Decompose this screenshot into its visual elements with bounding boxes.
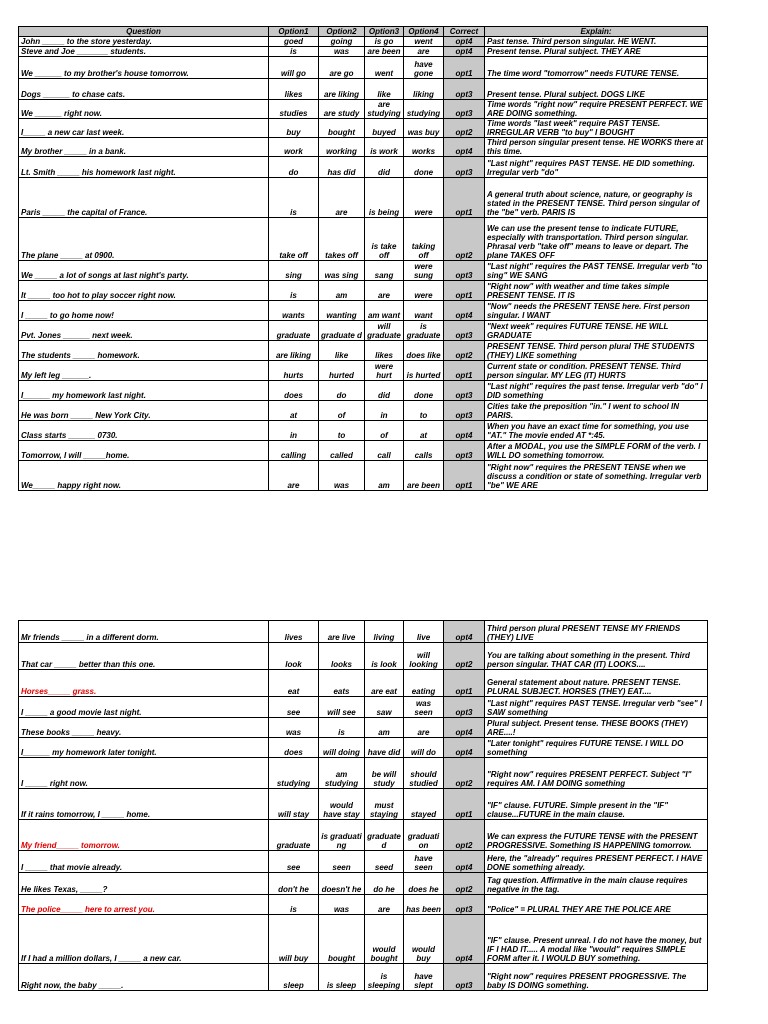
table-row <box>19 381 708 401</box>
option3-cell: saw <box>365 697 404 718</box>
option4-cell: are <box>404 718 444 738</box>
correct-cell: opt2 <box>444 758 485 789</box>
option1-cell: look <box>269 643 319 670</box>
option3-cell: buyed <box>365 119 404 138</box>
option1-cell: see <box>269 851 319 873</box>
question-cell: My left leg ______. <box>19 361 269 381</box>
explain-cell: We can use the present tense to indicate FUTURE, especially with transportation. Third person singular. Phrasal verb "take off" means to leave or depart. The plane TAKES OFF <box>485 218 708 261</box>
correct-cell: opt3 <box>444 157 485 178</box>
explain-cell: Time words "last week" require PAST TENSE. IRREGULAR VERB "to buy" I BOUGHT <box>485 119 708 138</box>
option1-cell: sing <box>269 261 319 281</box>
explain-cell: Current state or condition. PRESENT TENSE. Third person singular. MY LEG (IT) HURTS <box>485 361 708 381</box>
option3-cell: am <box>365 461 404 491</box>
correct-cell: opt3 <box>444 895 485 915</box>
explain-cell: "Last night" requires the PAST TENSE. Irregular verb "to sing" WE SANG <box>485 261 708 281</box>
option2-cell: to <box>319 421 365 441</box>
correct-cell: opt3 <box>444 381 485 401</box>
option4-cell: taking off <box>404 218 444 261</box>
option1-cell: was <box>269 718 319 738</box>
option2-cell: like <box>319 341 365 361</box>
option2-cell: hurted <box>319 361 365 381</box>
option2-cell: is <box>319 718 365 738</box>
correct-cell: opt1 <box>444 178 485 218</box>
table-row <box>19 621 708 643</box>
option3-cell: graduate d <box>365 820 404 851</box>
option4-cell: was seen <box>404 697 444 718</box>
option2-cell: are study <box>319 100 365 119</box>
question-cell: Steve and Joe _______ students. <box>19 47 269 57</box>
option1-cell: calling <box>269 441 319 461</box>
table-row <box>19 301 708 321</box>
option4-cell: done <box>404 157 444 178</box>
option2-cell: has did <box>319 157 365 178</box>
option1-cell: goed <box>269 37 319 47</box>
option1-cell: studying <box>269 758 319 789</box>
correct-cell: opt4 <box>444 718 485 738</box>
question-cell: If it rains tomorrow, I _____ home. <box>19 789 269 820</box>
correct-cell: opt3 <box>444 321 485 341</box>
option3-cell: call <box>365 441 404 461</box>
question-cell: He was born _____ New York City. <box>19 401 269 421</box>
table-row <box>19 138 708 157</box>
table-row <box>19 401 708 421</box>
correct-cell: opt3 <box>444 697 485 718</box>
option1-cell: is <box>269 281 319 301</box>
explain-cell: "IF" clause. Present unreal. I do not have the money, but IF I HAD IT..... A modal like "would" requires SIMPLE FORM after it. I WOULD BUY something. <box>485 915 708 964</box>
option3-cell: is go <box>365 37 404 47</box>
option1-cell: eat <box>269 670 319 697</box>
correct-cell: opt4 <box>444 37 485 47</box>
table-row <box>19 361 708 381</box>
correct-cell: opt3 <box>444 100 485 119</box>
explain-cell: Here, the "already" requires PRESENT PERFECT. I HAVE DONE something already. <box>485 851 708 873</box>
option4-cell: studying <box>404 100 444 119</box>
header-option1: Option1 <box>269 27 319 37</box>
correct-cell: opt4 <box>444 621 485 643</box>
option4-cell: live <box>404 621 444 643</box>
option3-cell: sang <box>365 261 404 281</box>
explain-cell: Tag question. Affirmative in the main clause requires negative in the tag. <box>485 873 708 895</box>
option4-cell: were sung <box>404 261 444 281</box>
option3-cell: did <box>365 381 404 401</box>
option3-cell: are <box>365 281 404 301</box>
option1-cell: likes <box>269 79 319 100</box>
table-row <box>19 873 708 895</box>
option4-cell: stayed <box>404 789 444 820</box>
correct-cell: opt2 <box>444 218 485 261</box>
correct-cell: opt1 <box>444 461 485 491</box>
option3-cell: is being <box>365 178 404 218</box>
option2-cell: looks <box>319 643 365 670</box>
correct-cell: opt3 <box>444 441 485 461</box>
option4-cell: is hurted <box>404 361 444 381</box>
table-row <box>19 789 708 820</box>
correct-cell: opt3 <box>444 261 485 281</box>
option1-cell: work <box>269 138 319 157</box>
option1-cell: are <box>269 461 319 491</box>
option3-cell: are <box>365 895 404 915</box>
option4-cell: are been <box>404 461 444 491</box>
question-cell: If I had a million dollars, I _____ a new car. <box>19 915 269 964</box>
question-cell: The plane _____ at 0900. <box>19 218 269 261</box>
correct-cell: opt1 <box>444 670 485 697</box>
explain-cell: Present tense. Plural subject. THEY ARE <box>485 47 708 57</box>
option4-cell: is graduate <box>404 321 444 341</box>
table-row <box>19 441 708 461</box>
option3-cell: is take off <box>365 218 404 261</box>
correct-cell: opt2 <box>444 643 485 670</box>
option1-cell: wants <box>269 301 319 321</box>
option1-cell: sleep <box>269 964 319 991</box>
table-row <box>19 718 708 738</box>
option1-cell: studies <box>269 100 319 119</box>
correct-cell: opt4 <box>444 851 485 873</box>
table-row <box>19 851 708 873</box>
option3-cell: are studying <box>365 100 404 119</box>
option4-cell: has been <box>404 895 444 915</box>
explain-cell: "Police" = PLURAL THEY ARE THE POLICE ARE <box>485 895 708 915</box>
table-row <box>19 964 708 991</box>
question-cell: Tomorrow, I will _____home. <box>19 441 269 461</box>
table-row <box>19 157 708 178</box>
question-cell: We _____ a lot of songs at last night's party. <box>19 261 269 281</box>
table-row <box>19 47 708 57</box>
option1-cell: in <box>269 421 319 441</box>
option1-cell: are liking <box>269 341 319 361</box>
option3-cell: living <box>365 621 404 643</box>
question-cell: We ______ right now. <box>19 100 269 119</box>
correct-cell: opt4 <box>444 47 485 57</box>
option4-cell: done <box>404 381 444 401</box>
option4-cell: was buy <box>404 119 444 138</box>
option3-cell: went <box>365 57 404 79</box>
correct-cell: opt4 <box>444 915 485 964</box>
option3-cell: will graduate <box>365 321 404 341</box>
option4-cell: to <box>404 401 444 421</box>
question-cell: It _____ too hot to play soccer right now. <box>19 281 269 301</box>
option2-cell: called <box>319 441 365 461</box>
option3-cell: is work <box>365 138 404 157</box>
option1-cell: is <box>269 47 319 57</box>
table-row <box>19 421 708 441</box>
explain-cell: Time words "right now" require PRESENT PERFECT. WE ARE DOING something. <box>485 100 708 119</box>
explain-cell: "Next week" requires FUTURE TENSE. HE WILL GRADUATE <box>485 321 708 341</box>
option2-cell: do <box>319 381 365 401</box>
option4-cell: does like <box>404 341 444 361</box>
correct-cell: opt2 <box>444 820 485 851</box>
option4-cell: want <box>404 301 444 321</box>
option2-cell: are liking <box>319 79 365 100</box>
option2-cell: wanting <box>319 301 365 321</box>
table-row <box>19 100 708 119</box>
table-row <box>19 178 708 218</box>
option2-cell: takes off <box>319 218 365 261</box>
option4-cell: eating <box>404 670 444 697</box>
option4-cell: have gone <box>404 57 444 79</box>
explain-cell: Third person singular present tense. HE WORKS there at this time. <box>485 138 708 157</box>
correct-cell: opt4 <box>444 738 485 758</box>
explain-cell: When you have an exact time for something, you use "AT." The movie ended AT *:45. <box>485 421 708 441</box>
option3-cell: is sleeping <box>365 964 404 991</box>
option2-cell: working <box>319 138 365 157</box>
option3-cell: did <box>365 157 404 178</box>
question-cell: I _____ to go home now! <box>19 301 269 321</box>
option2-cell: are live <box>319 621 365 643</box>
option1-cell: does <box>269 738 319 758</box>
explain-cell: Present tense. Plural subject. DOGS LIKE <box>485 79 708 100</box>
option2-cell: was <box>319 47 365 57</box>
explain-cell: "Right now" requires PRESENT PERFECT. Subject "I" requires AM. I AM DOING something <box>485 758 708 789</box>
option2-cell: was <box>319 895 365 915</box>
correct-cell: opt3 <box>444 79 485 100</box>
header-option3: Option3 <box>365 27 404 37</box>
correct-cell: opt3 <box>444 964 485 991</box>
option2-cell: of <box>319 401 365 421</box>
correct-cell: opt4 <box>444 421 485 441</box>
correct-cell: opt3 <box>444 401 485 421</box>
explain-cell: We can express the FUTURE TENSE with the PRESENT PROGRESSIVE. Something IS HAPPENING tomorrow. <box>485 820 708 851</box>
table-row <box>19 341 708 361</box>
option3-cell: like <box>365 79 404 100</box>
option4-cell: were <box>404 178 444 218</box>
table-row <box>19 820 708 851</box>
explain-cell: PRESENT TENSE. Third person plural THE STUDENTS (THEY) LIKE something <box>485 341 708 361</box>
option2-cell: seen <box>319 851 365 873</box>
option1-cell: do <box>269 157 319 178</box>
explain-cell: "Last night" requires the past tense. Irregular verb "do" I DID something <box>485 381 708 401</box>
explain-cell: You are talking about something in the present. Third person singular. THAT CAR (IT) LOOKS.... <box>485 643 708 670</box>
table-row <box>19 915 708 964</box>
table-row <box>19 738 708 758</box>
option2-cell: was <box>319 461 365 491</box>
question-cell: Lt. Smith _____ his homework last night. <box>19 157 269 178</box>
table-row <box>19 895 708 915</box>
option1-cell: will buy <box>269 915 319 964</box>
option3-cell: likes <box>365 341 404 361</box>
explain-cell: "Last night" requires PAST TENSE. Irregular verb "see" I SAW something <box>485 697 708 718</box>
option1-cell: take off <box>269 218 319 261</box>
option3-cell: do he <box>365 873 404 895</box>
option2-cell: bought <box>319 119 365 138</box>
option1-cell: will stay <box>269 789 319 820</box>
option2-cell: is graduati ng <box>319 820 365 851</box>
option2-cell: am studying <box>319 758 365 789</box>
header-option2: Option2 <box>319 27 365 37</box>
question-cell: I_____ a new car last week. <box>19 119 269 138</box>
question-cell: Horses_____ grass. <box>19 670 269 697</box>
quiz-table-1-body <box>19 37 708 491</box>
table-row <box>19 119 708 138</box>
option4-cell: should studied <box>404 758 444 789</box>
option4-cell: does he <box>404 873 444 895</box>
option2-cell: will see <box>319 697 365 718</box>
question-cell: We_____ happy right now. <box>19 461 269 491</box>
question-cell: Right now, the baby _____. <box>19 964 269 991</box>
header-explain: Explain: <box>485 27 708 37</box>
explain-cell: Past tense. Third person singular. HE WENT. <box>485 37 708 47</box>
explain-cell: "Right now" requires the PRESENT TENSE when we discuss a condition or state of something. Irregular verb "be" WE ARE <box>485 461 708 491</box>
explain-cell: General statement about nature. PRESENT TENSE. PLURAL SUBJECT. HORSES (THEY) EAT.... <box>485 670 708 697</box>
option4-cell: will do <box>404 738 444 758</box>
option2-cell: doesn't he <box>319 873 365 895</box>
option3-cell: are eat <box>365 670 404 697</box>
question-cell: I______ my homework later tonight. <box>19 738 269 758</box>
question-cell: He likes Texas, _____? <box>19 873 269 895</box>
option1-cell: is <box>269 178 319 218</box>
option3-cell: seed <box>365 851 404 873</box>
question-cell: Mr friends _____ in a different dorm. <box>19 621 269 643</box>
option4-cell: at <box>404 421 444 441</box>
option1-cell: is <box>269 895 319 915</box>
question-cell: Class starts ______ 0730. <box>19 421 269 441</box>
option3-cell: were hurt <box>365 361 404 381</box>
table-row <box>19 670 708 697</box>
option4-cell: graduati on <box>404 820 444 851</box>
explain-cell: "Right now" with weather and time takes simple PRESENT TENSE. IT IS <box>485 281 708 301</box>
option1-cell: graduate <box>269 321 319 341</box>
question-cell: Pvt. Jones ______ next week. <box>19 321 269 341</box>
correct-cell: opt4 <box>444 138 485 157</box>
correct-cell: opt1 <box>444 361 485 381</box>
header-option4: Option4 <box>404 27 444 37</box>
option3-cell: must staying <box>365 789 404 820</box>
option2-cell: is sleep <box>319 964 365 991</box>
option4-cell: calls <box>404 441 444 461</box>
option4-cell: will looking <box>404 643 444 670</box>
option3-cell: in <box>365 401 404 421</box>
explain-cell: Cities take the preposition "in." I went to school IN PARIS. <box>485 401 708 421</box>
option2-cell: are go <box>319 57 365 79</box>
table-row <box>19 261 708 281</box>
table-row <box>19 79 708 100</box>
table-row <box>19 321 708 341</box>
option1-cell: does <box>269 381 319 401</box>
explain-cell: A general truth about science, nature, or geography is stated in the PRESENT TENSE. Third person singular of the "be" verb. PARIS IS <box>485 178 708 218</box>
option3-cell: be will study <box>365 758 404 789</box>
option2-cell: going <box>319 37 365 47</box>
option4-cell: are <box>404 47 444 57</box>
option1-cell: will go <box>269 57 319 79</box>
option1-cell: buy <box>269 119 319 138</box>
explain-cell: The time word "tomorrow" needs FUTURE TENSE. <box>485 57 708 79</box>
question-cell: My friend_____ tomorrow. <box>19 820 269 851</box>
question-cell: The police_____ here to arrest you. <box>19 895 269 915</box>
table-row <box>19 697 708 718</box>
option3-cell: are been <box>365 47 404 57</box>
option1-cell: see <box>269 697 319 718</box>
option3-cell: am want <box>365 301 404 321</box>
option1-cell: lives <box>269 621 319 643</box>
question-cell: The students _____ homework. <box>19 341 269 361</box>
header-row <box>19 27 708 37</box>
explain-cell: "Right now" requires PRESENT PROGRESSIVE. The baby IS DOING something. <box>485 964 708 991</box>
question-cell: That car _____ better than this one. <box>19 643 269 670</box>
option2-cell: are <box>319 178 365 218</box>
option4-cell: have seen <box>404 851 444 873</box>
option2-cell: eats <box>319 670 365 697</box>
correct-cell: opt1 <box>444 57 485 79</box>
option2-cell: was sing <box>319 261 365 281</box>
question-cell: We ______ to my brother's house tomorrow. <box>19 57 269 79</box>
question-cell: I _____ right now. <box>19 758 269 789</box>
option4-cell: were <box>404 281 444 301</box>
table-row <box>19 461 708 491</box>
table-row <box>19 281 708 301</box>
correct-cell: opt1 <box>444 281 485 301</box>
option3-cell: would bought <box>365 915 404 964</box>
question-cell: My brother _____ in a bank. <box>19 138 269 157</box>
explain-cell: "Later tonight" requires FUTURE TENSE. I WILL DO something <box>485 738 708 758</box>
question-cell: John _____ to the store yesterday. <box>19 37 269 47</box>
table-row <box>19 37 708 47</box>
question-cell: Paris _____ the capital of France. <box>19 178 269 218</box>
header-correct: Correct <box>444 27 485 37</box>
question-cell: I______ my homework last night. <box>19 381 269 401</box>
option4-cell: would buy <box>404 915 444 964</box>
correct-cell: opt4 <box>444 301 485 321</box>
quiz-table-2 <box>18 620 708 991</box>
explain-cell: After a MODAL, you use the SIMPLE FORM of the verb. I WILL DO something tomorrow. <box>485 441 708 461</box>
option2-cell: am <box>319 281 365 301</box>
question-cell: I _____ that movie already. <box>19 851 269 873</box>
table-row <box>19 57 708 79</box>
option3-cell: of <box>365 421 404 441</box>
correct-cell: opt2 <box>444 119 485 138</box>
question-cell: I _____ a good movie last night. <box>19 697 269 718</box>
option2-cell: bought <box>319 915 365 964</box>
question-cell: Dogs ______ to chase cats. <box>19 79 269 100</box>
explain-cell: Third person plural PRESENT TENSE MY FRIENDS (THEY) LIVE <box>485 621 708 643</box>
option4-cell: have slept <box>404 964 444 991</box>
correct-cell: opt2 <box>444 873 485 895</box>
option4-cell: went <box>404 37 444 47</box>
option1-cell: graduate <box>269 820 319 851</box>
explain-cell: "IF" clause. FUTURE. Simple present in the "IF" clause...FUTURE in the main clause. <box>485 789 708 820</box>
option1-cell: don't he <box>269 873 319 895</box>
correct-cell: opt1 <box>444 789 485 820</box>
option2-cell: graduate d <box>319 321 365 341</box>
question-cell: These books _____ heavy. <box>19 718 269 738</box>
quiz-table-2-body <box>19 621 708 991</box>
table-row <box>19 218 708 261</box>
table-row <box>19 758 708 789</box>
option2-cell: will doing <box>319 738 365 758</box>
option3-cell: have did <box>365 738 404 758</box>
table-row <box>19 643 708 670</box>
option3-cell: am <box>365 718 404 738</box>
option4-cell: liking <box>404 79 444 100</box>
correct-cell: opt2 <box>444 341 485 361</box>
header-question: Question <box>19 27 269 37</box>
quiz-table-1 <box>18 26 708 491</box>
explain-cell: "Now" needs the PRESENT TENSE here. First person singular. I WANT <box>485 301 708 321</box>
option4-cell: works <box>404 138 444 157</box>
explain-cell: Plural subject. Present tense. THESE BOOKS (THEY) ARE....! <box>485 718 708 738</box>
option1-cell: at <box>269 401 319 421</box>
option3-cell: is look <box>365 643 404 670</box>
option1-cell: hurts <box>269 361 319 381</box>
option2-cell: would have stay <box>319 789 365 820</box>
explain-cell: "Last night" requires PAST TENSE. HE DID something. Irregular verb "do" <box>485 157 708 178</box>
